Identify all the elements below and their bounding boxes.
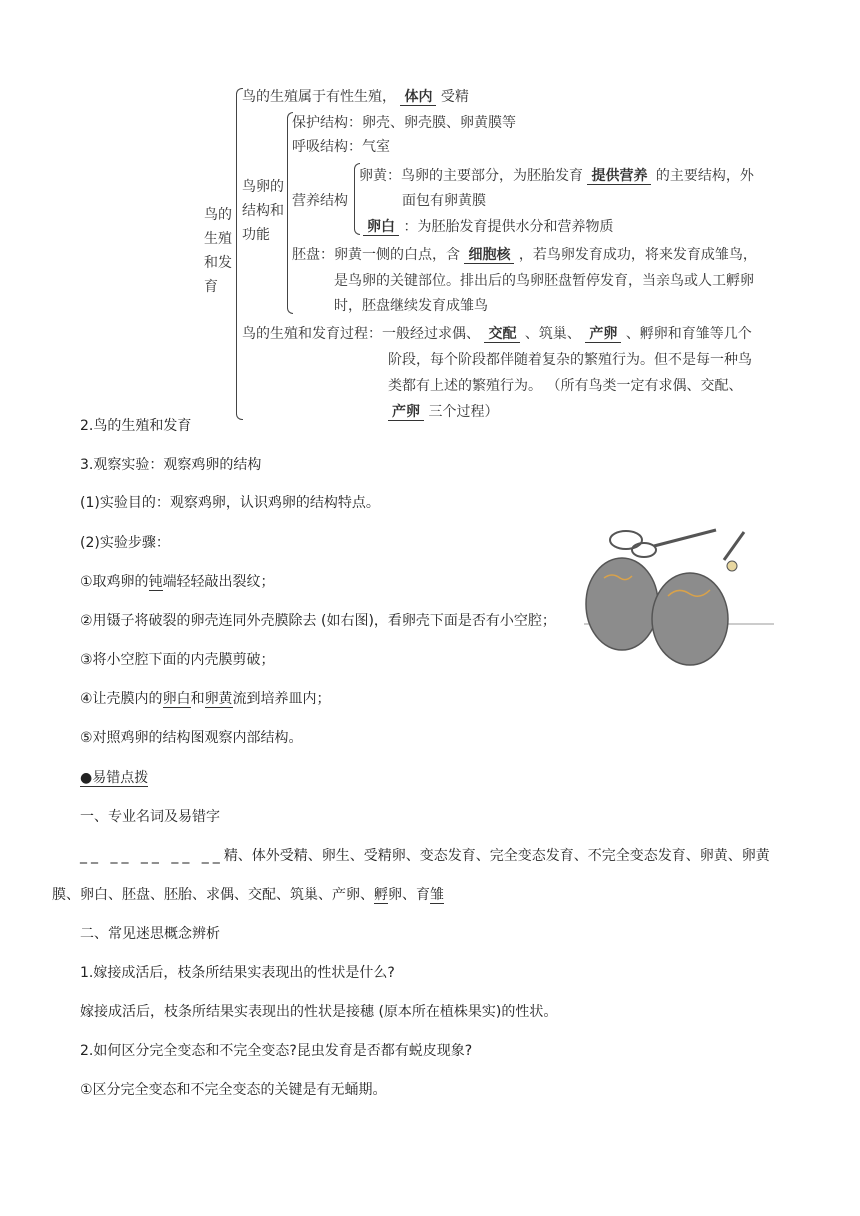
egg-structure-label: [242, 175, 284, 247]
egg-label-line: 结构和: [242, 203, 284, 219]
tree-disc: [292, 244, 757, 264]
root-label-line: 鸟的: [204, 207, 232, 223]
answer-blank: 产卵: [585, 326, 621, 343]
step-4: [80, 688, 331, 708]
underlined-char: 孵: [374, 887, 388, 903]
tree-process: [242, 323, 752, 343]
forceps-icon: [610, 530, 716, 557]
answer-blank: 提供营养: [587, 168, 651, 185]
underlined-char: 雏: [430, 887, 444, 903]
text: 流到培养皿内；: [232, 691, 331, 707]
egg-label-line: 功能: [242, 227, 270, 243]
answer-blank: 体内: [400, 89, 436, 106]
blank-marks: __ __ __ __ __: [80, 848, 224, 864]
tree-line-fertilization: [242, 86, 469, 106]
terms-line1: [80, 845, 770, 865]
tree-process-line4: [388, 401, 498, 421]
egg-left-icon: [586, 558, 658, 650]
answer-blank: 卵白: [363, 219, 399, 236]
step-3: ③将小空腔下面的内壳膜剪破；: [80, 652, 275, 668]
text: ④让壳膜内的: [80, 691, 163, 707]
tips-title: [80, 767, 148, 787]
tree-disc-line2: 是鸟卵的关键部位。排出后的鸟卵胚盘暂停发育，当亲鸟或人工孵卵: [334, 273, 754, 289]
answer-2: ①区分完全变态和不完全变态的关键是有无蛹期。: [80, 1082, 387, 1098]
egg-illustration: [584, 524, 774, 674]
answer-1: 嫁接成活后，枝条所结果实表现出的性状是接穗 (原本所在植株果实)的性状。: [80, 1004, 558, 1020]
section-2-title: 2.鸟的生殖和发育: [80, 418, 192, 434]
tree-process-line2: 阶段，每个阶段都伴随着复杂的繁殖行为。但不是每一种鸟: [388, 352, 752, 368]
text: 的主要结构，外: [655, 168, 754, 184]
answer-blank: 卵黄: [204, 691, 233, 707]
terms-title: 一、专业名词及易错字: [80, 809, 220, 825]
text: 受精: [440, 89, 469, 105]
text: 鸟的生殖属于有性生殖，: [242, 89, 396, 105]
text: 端轻轻敲出裂纹；: [162, 574, 275, 590]
answer-blank: 卵白: [162, 691, 191, 707]
section-3-title: 3.观察实验：观察鸡卵的结构: [80, 457, 262, 473]
terms-line2: [52, 884, 444, 904]
tree-process-line3: 类都有上述的繁殖行为。 （所有鸟类一定有求偶、交配、: [388, 378, 743, 394]
tree-root-label: [204, 203, 232, 299]
egg-right-icon: [652, 573, 728, 665]
text: 卵黄：鸟卵的主要部分，为胚胎发育: [359, 168, 583, 184]
tree-white: [363, 216, 613, 236]
nutrition-label: [292, 189, 348, 213]
text: ●易错点拨: [80, 770, 149, 786]
tree-protect: 保护结构：卵壳、卵壳膜、卵黄膜等: [292, 115, 516, 131]
tree-breath: 呼吸结构：气室: [292, 139, 390, 155]
text: 膜、卵白、胚盘、胚胎、求偶、交配、筑巢、产卵、: [52, 887, 374, 903]
tree-yolk-line2: 面包有卵黄膜: [402, 193, 486, 209]
text: 精、体外受精、卵生、受精卵、变态发育、完全变态发育、不完全变态发育、卵黄、卵黄: [223, 848, 770, 864]
text: 三个过程）: [428, 404, 499, 420]
tweezer-icon: [724, 532, 744, 560]
root-label-line: 育: [204, 279, 218, 295]
step-5: ⑤对照鸡卵的结构图观察内部结构。: [80, 730, 303, 746]
text: 卵、育: [388, 887, 430, 903]
step-2: ②用镊子将破裂的卵壳连同外壳膜除去 (如右图)，看卵壳下面是否有小空腔；: [80, 613, 556, 629]
text: ，若鸟卵发育成功，将来发育成雏鸟，: [518, 247, 757, 263]
root-label-line: 生殖: [204, 231, 232, 247]
question-2: 2.如何区分完全变态和不完全变态?昆虫发育是否都有蜕皮现象?: [80, 1043, 473, 1059]
step-1: [80, 571, 275, 591]
text: ：为胚胎发育提供水分和营养物质: [403, 219, 614, 235]
experiment-purpose: (1)实验目的：观察鸡卵，认识鸡卵的结构特点。: [80, 495, 380, 511]
text: 和: [190, 691, 205, 707]
concepts-title: 二、常见迷思概念辨析: [80, 926, 220, 942]
answer-blank: 钝: [148, 574, 163, 590]
answer-blank: 产卵: [388, 404, 424, 421]
question-1: 1.嫁接成活后，枝条所结果实表现出的性状是什么?: [80, 965, 395, 981]
egg-label-line: 鸟卵的: [242, 179, 284, 195]
steps-title: (2)实验步骤：: [80, 535, 170, 551]
text: 、筑巢、: [524, 326, 581, 342]
tree-disc-line3: 时，胚盘继续发育成雏鸟: [334, 298, 488, 314]
text: 、孵卵和育雏等几个: [625, 326, 752, 342]
nutrition-label-line: 营养结构: [292, 193, 348, 209]
text: 鸟的生殖和发育过程：一般经过求偶、: [242, 326, 480, 342]
text: 胚盘：卵黄一侧的白点，含: [292, 247, 460, 263]
answer-blank: 细胞核: [464, 247, 514, 264]
text: ①取鸡卵的: [80, 574, 149, 590]
root-label-line: 和发: [204, 255, 232, 271]
answer-blank: 交配: [484, 326, 520, 343]
main-brace: [236, 88, 243, 420]
tree-yolk: [359, 165, 754, 185]
